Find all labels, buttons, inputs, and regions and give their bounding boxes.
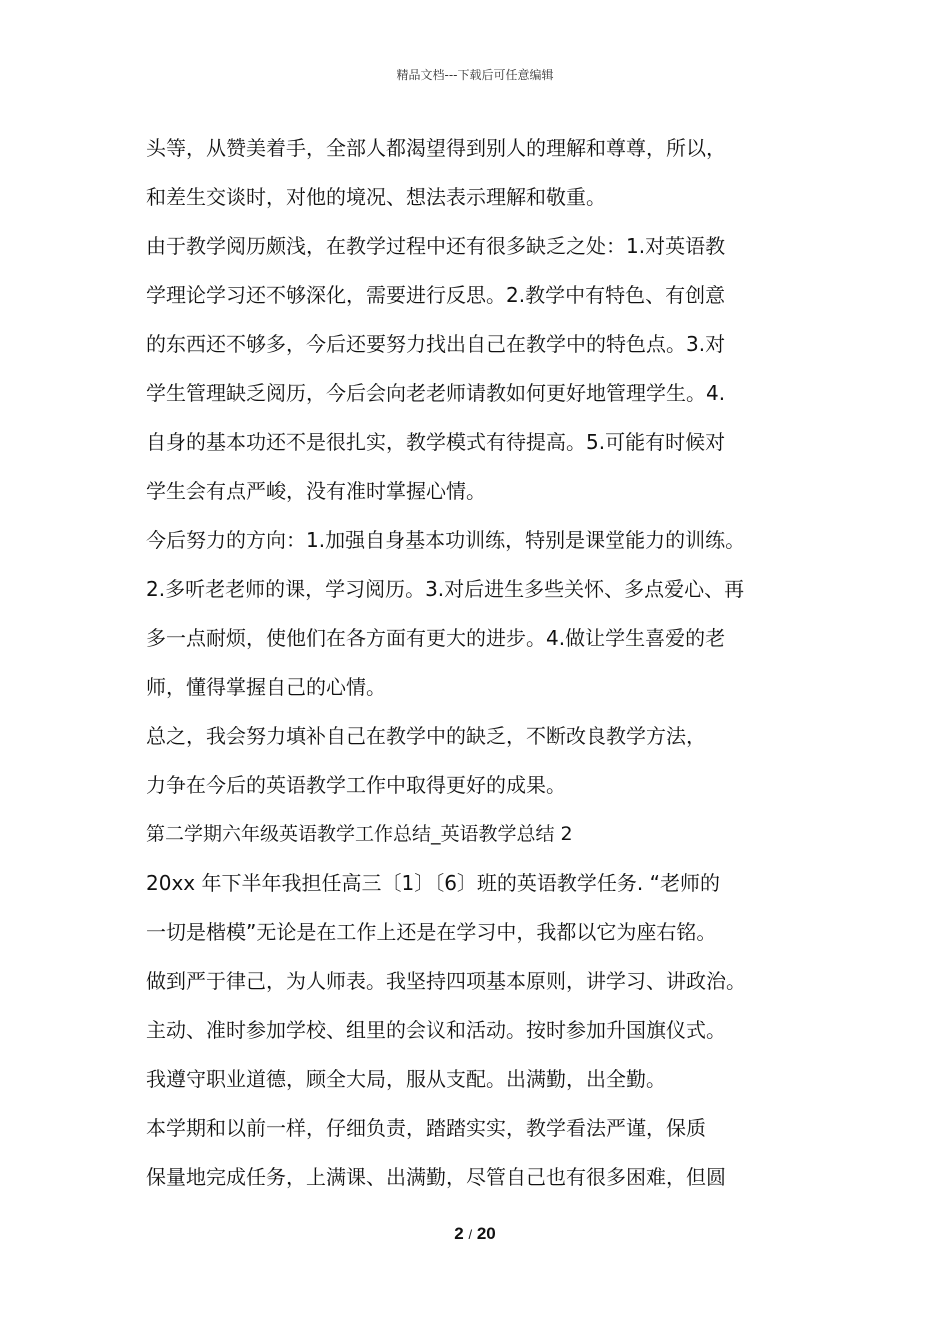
text-line: 一切是楷模”无论是在工作上还是在学习中，我都以它为座右铭。 <box>146 920 717 944</box>
text-line: 本学期和以前一样，仔细负责，踏踏实实，教学看法严谨，保质 <box>146 1116 706 1140</box>
body-text <box>146 124 816 1202</box>
total-pages: 20 <box>476 1224 496 1243</box>
text-line: 学理论学习还不够深化，需要进行反思。2.教学中有特色、有创意 <box>146 283 726 307</box>
section-heading: 第二学期六年级英语教学工作总结_英语教学总结 2 <box>146 823 573 845</box>
text-line: 和差生交谈时，对他的境况、想法表示理解和敬重。 <box>146 185 606 209</box>
text-line: 保量地完成任务，上满课、出满勤，尽管自己也有很多困难，但圆 <box>146 1165 726 1189</box>
page-header: 精品文档---下载后可任意编辑 <box>396 68 554 82</box>
text-line: 做到严于律己，为人师表。我坚持四项基本原则，讲学习、讲政治。 <box>146 969 746 993</box>
text-line: 由于教学阅历颇浅，在教学过程中还有很多缺乏之处：1.对英语教 <box>146 234 726 258</box>
text-line: 力争在今后的英语教学工作中取得更好的成果。 <box>146 773 566 797</box>
text-line: 主动、准时参加学校、组里的会议和活动。按时参加升国旗仪式。 <box>146 1018 726 1042</box>
text-line: 20xx 年下半年我担任高三〔1〕〔6〕班的英语教学任务. “老师的 <box>146 871 721 895</box>
page-footer <box>0 1224 950 1244</box>
page-number: 2 <box>454 1224 464 1243</box>
page-separator: / <box>468 1227 473 1242</box>
text-line: 学生管理缺乏阅历，今后会向老老师请教如何更好地管理学生。4. <box>146 381 726 405</box>
text-line: 头等，从赞美着手，全部人都渴望得到别人的理解和尊尊，所以， <box>146 136 726 160</box>
text-line: 自身的基本功还不是很扎实，教学模式有待提高。5.可能有时候对 <box>146 430 726 454</box>
text-line: 总之，我会努力填补自己在教学中的缺乏，不断改良教学方法， <box>146 724 706 748</box>
text-line: 学生会有点严峻，没有准时掌握心情。 <box>146 479 486 503</box>
text-line: 今后努力的方向：1.加强自身基本功训练，特别是课堂能力的训练。 <box>146 528 746 552</box>
text-line: 的东西还不够多，今后还要努力找出自己在教学中的特色点。3.对 <box>146 332 726 356</box>
text-line: 师，懂得掌握自己的心情。 <box>146 675 386 699</box>
text-line: 多一点耐烦，使他们在各方面有更大的进步。4.做让学生喜爱的老 <box>146 626 726 650</box>
text-line: 我遵守职业道德，顾全大局，服从支配。出满勤，出全勤。 <box>146 1067 666 1091</box>
text-line: 2.多听老老师的课，学习阅历。3.对后进生多些关怀、多点爱心、再 <box>146 577 745 601</box>
